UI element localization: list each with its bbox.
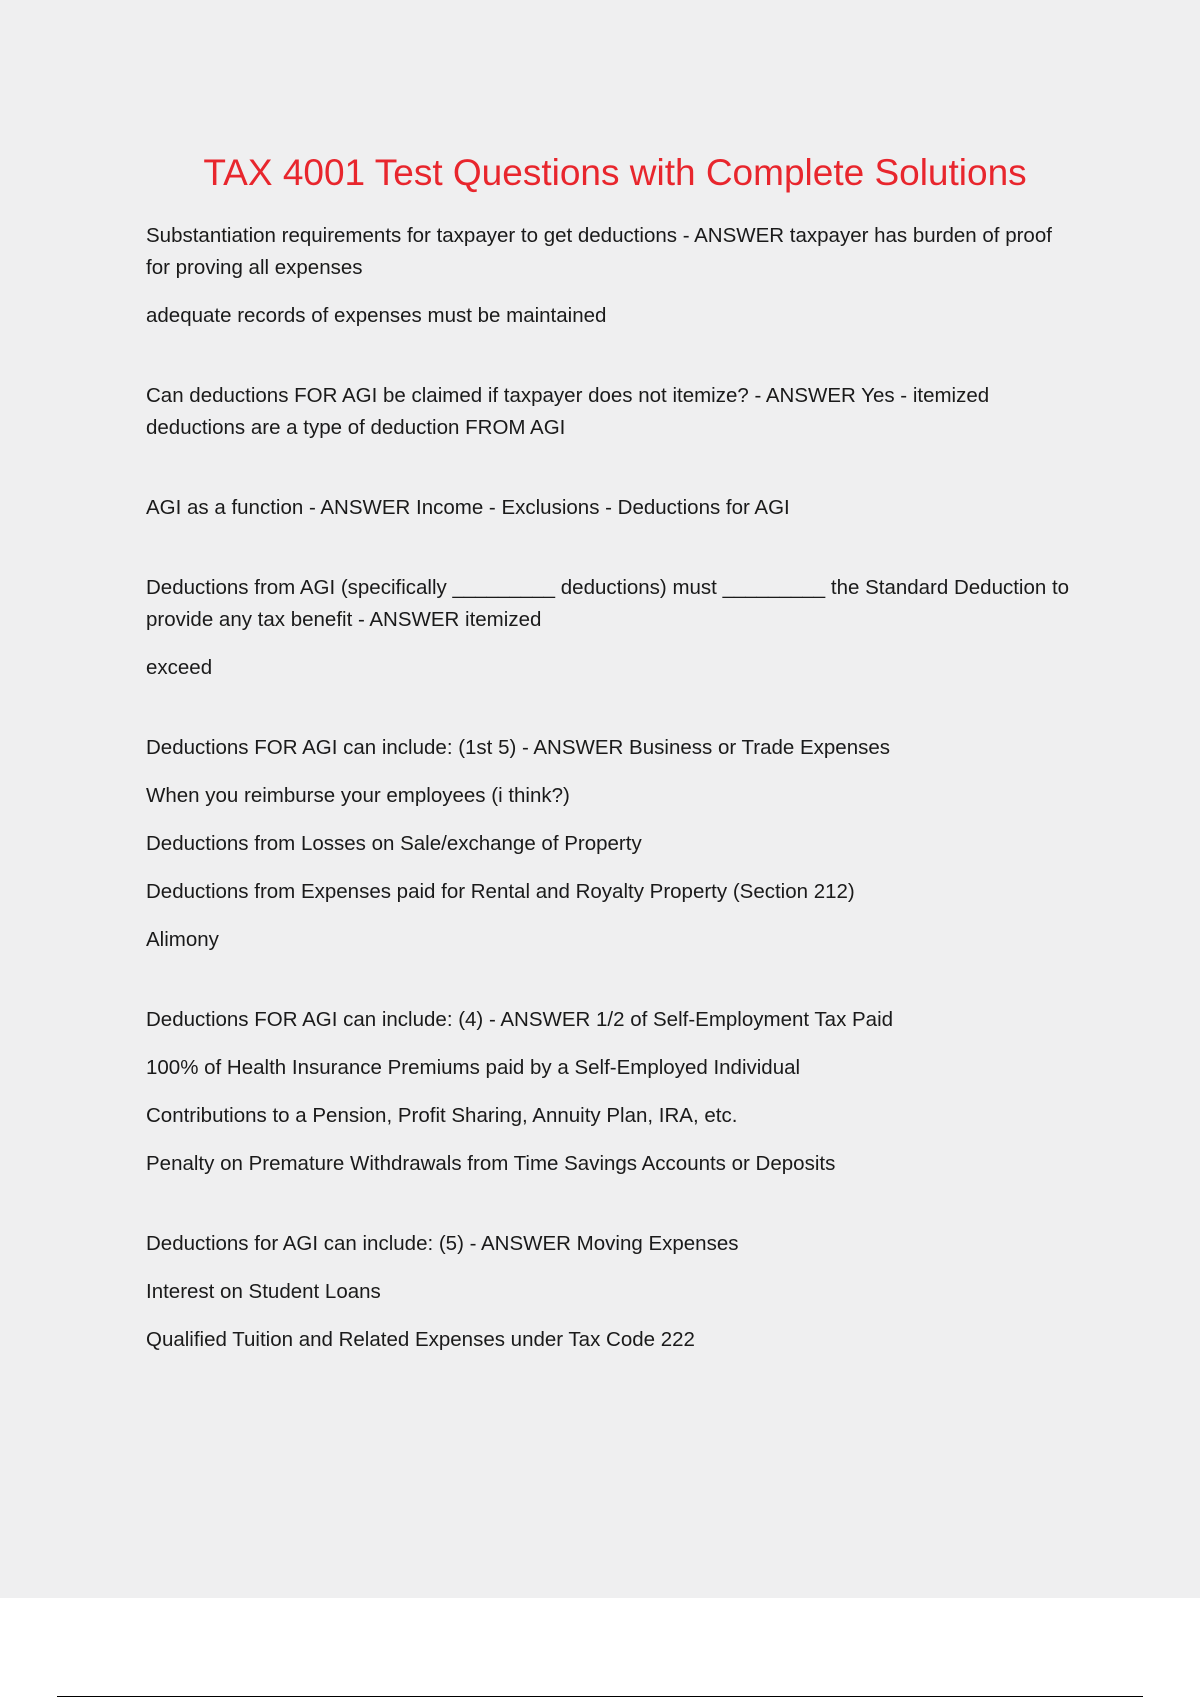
- qa-answer-line: Deductions from Losses on Sale/exchange of Property: [146, 832, 642, 855]
- qa-answer-line: Penalty on Premature Withdrawals from Time Savings Accounts or Deposits: [146, 1152, 836, 1175]
- document-title: TAX 4001 Test Questions with Complete Solutions: [203, 152, 1027, 193]
- qa-answer-line: adequate records of expenses must be maintained: [146, 304, 607, 327]
- qa-question: Deductions from AGI (specifically _________ deductions) must _________ the Standard Deduction to provide any tax benefit - ANSWER itemized: [146, 576, 1070, 631]
- qa-question: Deductions FOR AGI can include: (1st 5) - ANSWER Business or Trade Expenses: [146, 736, 891, 759]
- qa-answer-line: When you reimburse your employees (i think?): [146, 784, 570, 807]
- qa-item: [146, 732, 1076, 956]
- page-footer: [0, 1598, 1200, 1700]
- qa-item: [146, 380, 1076, 444]
- qa-question: Deductions FOR AGI can include: (4) - ANSWER 1/2 of Self-Employment Tax Paid: [146, 1008, 894, 1031]
- qa-item: [146, 1228, 1076, 1356]
- qa-question: Substantiation requirements for taxpayer to get deductions - ANSWER taxpayer has burden of proof for proving all expenses: [146, 224, 1052, 279]
- footer-divider: [57, 1696, 1143, 1697]
- qa-item: [146, 220, 1076, 332]
- qa-item: [146, 1004, 1076, 1180]
- qa-answer-line: Interest on Student Loans: [146, 1280, 381, 1303]
- qa-question: Can deductions FOR AGI be claimed if taxpayer does not itemize? - ANSWER Yes - itemized deductions are a type of deduction FROM AGI: [146, 384, 990, 439]
- qa-answer-line: Contributions to a Pension, Profit Sharing, Annuity Plan, IRA, etc.: [146, 1104, 738, 1127]
- qa-list: [146, 220, 1076, 1404]
- qa-item: [146, 572, 1076, 684]
- qa-answer-line: Deductions from Expenses paid for Rental and Royalty Property (Section 212): [146, 880, 855, 903]
- qa-answer-line: 100% of Health Insurance Premiums paid by a Self-Employed Individual: [146, 1056, 801, 1079]
- qa-question: AGI as a function - ANSWER Income - Exclusions - Deductions for AGI: [146, 496, 790, 519]
- qa-question: Deductions for AGI can include: (5) - ANSWER Moving Expenses: [146, 1232, 739, 1255]
- qa-answer-line: Qualified Tuition and Related Expenses under Tax Code 222: [146, 1328, 695, 1351]
- qa-answer-line: exceed: [146, 656, 213, 679]
- qa-answer-line: Alimony: [146, 928, 219, 951]
- qa-item: [146, 492, 1076, 524]
